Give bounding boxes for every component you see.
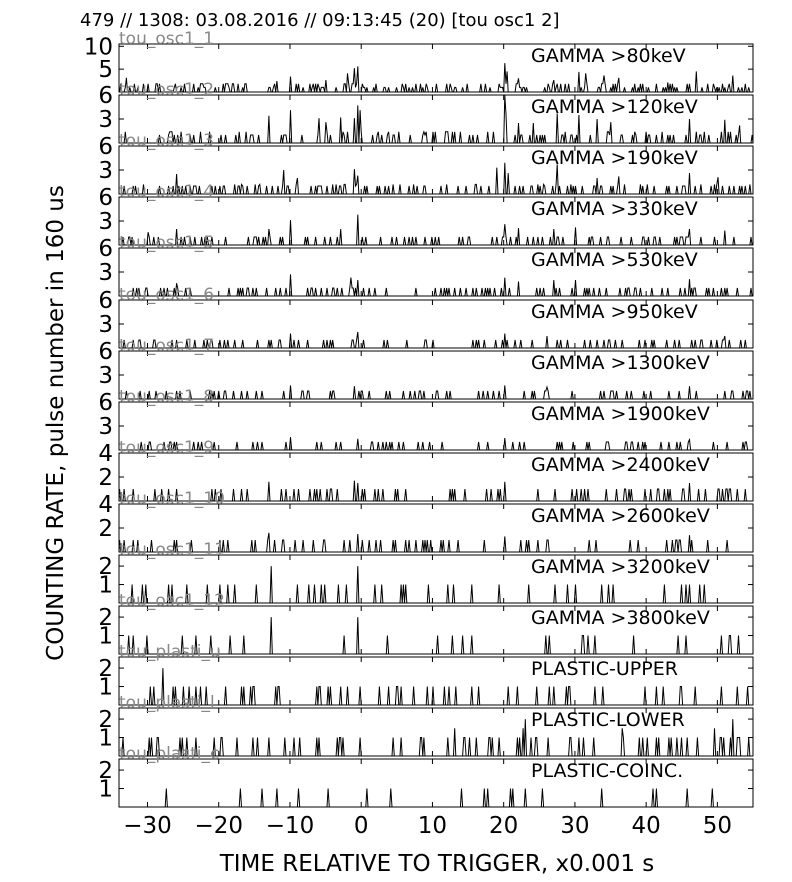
y-tick-label: 2 bbox=[98, 465, 113, 491]
channel-label: tou_plasti_c bbox=[119, 744, 220, 764]
y-tick-label: 2 bbox=[98, 605, 113, 632]
series-line-tou_osc1_5 bbox=[119, 274, 753, 296]
panel-label: GAMMA >3200keV bbox=[531, 556, 710, 578]
y-tick-label: 1 bbox=[98, 725, 113, 752]
y-tick-label: 2 bbox=[98, 758, 113, 785]
y-tick-label: 6 bbox=[98, 185, 113, 211]
panel-label: GAMMA >3800keV bbox=[531, 607, 710, 629]
y-tick-label: 3 bbox=[98, 312, 113, 338]
panels-layer bbox=[84, 29, 753, 807]
channel-label: tou_osc1_7 bbox=[119, 336, 215, 356]
panel-label: GAMMA >950keV bbox=[531, 301, 698, 323]
series-line-tou_osc1_6 bbox=[119, 332, 753, 348]
panel-label: GAMMA >2600keV bbox=[531, 505, 710, 527]
x-tick-label: −30 bbox=[123, 813, 172, 839]
x-tick-label: 30 bbox=[560, 813, 590, 839]
x-axis bbox=[123, 813, 732, 839]
x-tick-label: 10 bbox=[417, 813, 448, 839]
x-tick-label: −20 bbox=[194, 813, 244, 839]
panel-label: PLASTIC-COINC. bbox=[531, 760, 684, 782]
x-tick-label: 20 bbox=[489, 813, 519, 839]
panel-label: GAMMA >2400keV bbox=[531, 454, 710, 476]
y-tick-label: 6 bbox=[98, 288, 113, 314]
channel-label: tou_osc1_2 bbox=[119, 80, 215, 100]
panel-15 bbox=[98, 744, 753, 807]
y-tick-label: 3 bbox=[98, 414, 113, 440]
channel-label: tou_osc1_11 bbox=[119, 540, 225, 560]
x-axis-label: TIME RELATIVE TO TRIGGER, x0.001 s bbox=[219, 851, 655, 877]
series-line-tou_osc1_7 bbox=[119, 385, 753, 399]
y-tick-label: 2 bbox=[98, 656, 113, 683]
panel-label: GAMMA >330keV bbox=[531, 198, 698, 220]
channel-label: tou_osc1_8 bbox=[119, 387, 215, 407]
panel-label: PLASTIC-LOWER bbox=[531, 709, 685, 731]
y-tick-label: 4 bbox=[98, 441, 113, 467]
panel-label: GAMMA >80keV bbox=[531, 45, 686, 67]
y-tick-label: 3 bbox=[98, 158, 113, 184]
channel-label: tou_osc1_1 bbox=[119, 29, 215, 49]
y-axis-label: COUNTING RATE, pulse number in 160 us bbox=[43, 185, 69, 661]
y-tick-label: 1 bbox=[98, 623, 113, 650]
y-tick-label: 10 bbox=[83, 34, 113, 61]
channel-label: tou_osc1_5 bbox=[119, 233, 215, 253]
y-tick-label: 6 bbox=[98, 390, 113, 416]
channel-label: tou_osc1_4 bbox=[119, 182, 215, 202]
x-tick-label: 50 bbox=[702, 813, 733, 839]
y-tick-label: 3 bbox=[98, 107, 113, 133]
x-tick-label: −10 bbox=[265, 813, 315, 839]
series-line-tou_osc1_8 bbox=[119, 437, 753, 450]
y-tick-label: 5 bbox=[98, 57, 113, 84]
y-tick-label: 3 bbox=[98, 363, 113, 389]
y-tick-label: 3 bbox=[98, 209, 113, 235]
series-line-tou_plasti_c bbox=[119, 789, 753, 808]
y-tick-label: 4 bbox=[98, 492, 113, 518]
y-tick-label: 2 bbox=[98, 554, 113, 581]
channel-label: tou_osc1_10 bbox=[119, 489, 225, 509]
series-line-tou_osc1_1 bbox=[119, 63, 753, 92]
y-tick-label: 2 bbox=[98, 516, 113, 542]
chart-title: 479 // 1308: 03.08.2016 // 09:13:45 (20) [tou osc1 2] bbox=[80, 10, 560, 31]
y-tick-label: 6 bbox=[98, 134, 113, 160]
x-tick-label: 40 bbox=[631, 813, 661, 839]
y-tick-label: 6 bbox=[98, 236, 113, 262]
panel-label: GAMMA >120keV bbox=[531, 96, 698, 118]
panel-label: GAMMA >1900keV bbox=[531, 403, 710, 425]
channel-label: tou_plasti_u bbox=[119, 642, 221, 662]
y-tick-label: 1 bbox=[98, 572, 113, 599]
y-tick-label: 3 bbox=[98, 260, 113, 286]
panel-label: PLASTIC-UPPER bbox=[531, 658, 678, 680]
channel-label: tou_osc1_6 bbox=[119, 285, 215, 305]
y-tick-label: 6 bbox=[98, 339, 113, 365]
channel-label: tou_plasti_l bbox=[119, 693, 215, 713]
y-tick-label: 1 bbox=[98, 776, 113, 803]
channel-label: tou_osc1_3 bbox=[119, 131, 215, 151]
channel-label: tou_osc1_9 bbox=[119, 438, 215, 458]
y-tick-label: 6 bbox=[98, 83, 113, 109]
y-tick-label: 2 bbox=[98, 707, 113, 734]
y-tick-label: 1 bbox=[98, 674, 113, 701]
panel-label: GAMMA >530keV bbox=[531, 249, 698, 271]
channel-label: tou_osc1_12 bbox=[119, 591, 225, 611]
x-tick-label: 0 bbox=[353, 813, 369, 839]
panel-label: GAMMA >190keV bbox=[531, 147, 698, 169]
panel-label: GAMMA >1300keV bbox=[531, 352, 710, 374]
